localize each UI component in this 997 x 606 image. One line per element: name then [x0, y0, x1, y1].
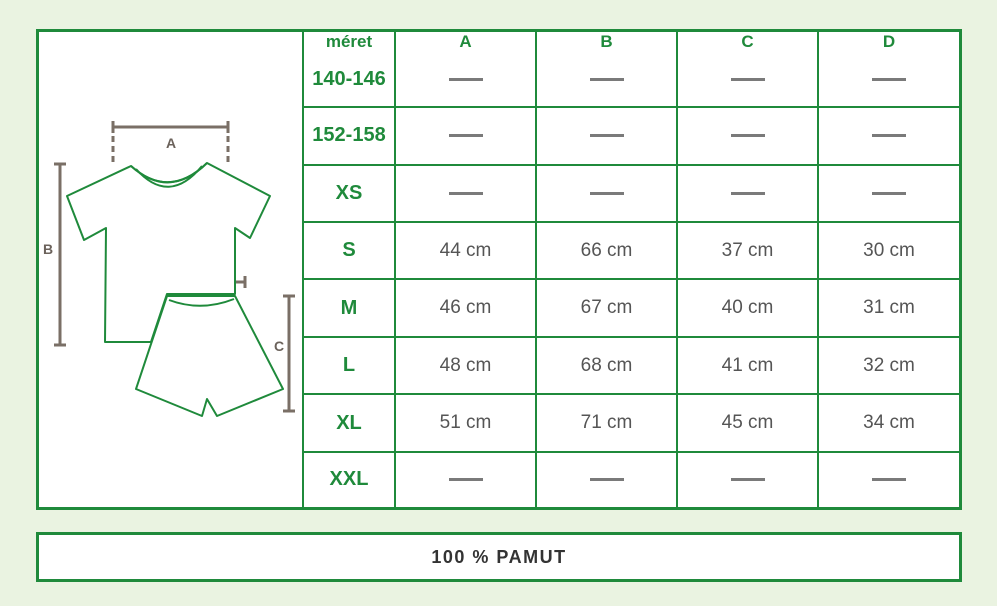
size-chart-card	[36, 29, 962, 510]
measurement-cell	[536, 52, 677, 107]
no-value-dash	[590, 478, 624, 481]
no-value-dash	[449, 478, 483, 481]
no-value-dash	[590, 134, 624, 137]
no-value-dash	[731, 134, 765, 137]
no-value-dash	[731, 478, 765, 481]
measurement-cell: 48 cm	[395, 337, 536, 394]
table-row	[304, 222, 959, 279]
no-value-dash	[449, 192, 483, 195]
measurement-cell	[677, 52, 818, 107]
size-label: XS	[304, 165, 395, 222]
measurement-cell	[536, 165, 677, 222]
no-value-dash	[872, 134, 906, 137]
size-label: XXL	[304, 452, 395, 507]
label-b: B	[42, 241, 54, 257]
size-label: 140-146	[304, 52, 395, 107]
header-a: A	[395, 32, 536, 52]
header-c: C	[677, 32, 818, 52]
measurement-cell: 67 cm	[536, 279, 677, 336]
measurement-cell	[818, 165, 959, 222]
measurement-cell	[536, 452, 677, 507]
measurement-cell: 68 cm	[536, 337, 677, 394]
measurement-cell: 66 cm	[536, 222, 677, 279]
header-b: B	[536, 32, 677, 52]
measurement-cell	[818, 107, 959, 164]
size-label: M	[304, 279, 395, 336]
no-value-dash	[731, 78, 765, 81]
measurement-cell: 40 cm	[677, 279, 818, 336]
no-value-dash	[731, 192, 765, 195]
measurement-cell	[818, 52, 959, 107]
garment-illustration	[39, 32, 304, 507]
size-label: S	[304, 222, 395, 279]
table-row	[304, 337, 959, 394]
table-row	[304, 452, 959, 507]
table-row	[304, 165, 959, 222]
measurement-cell	[395, 452, 536, 507]
table-row	[304, 107, 959, 164]
no-value-dash	[872, 78, 906, 81]
measurement-cell: 37 cm	[677, 222, 818, 279]
measurement-cell: 32 cm	[818, 337, 959, 394]
measurement-cell: 46 cm	[395, 279, 536, 336]
measurement-cell	[536, 107, 677, 164]
no-value-dash	[872, 192, 906, 195]
measurement-cell	[395, 165, 536, 222]
no-value-dash	[449, 78, 483, 81]
material-label: 100 % PAMUT	[36, 532, 962, 582]
measurement-cell: 44 cm	[395, 222, 536, 279]
measurement-cell: 71 cm	[536, 394, 677, 451]
header-meret: méret	[304, 32, 395, 52]
measurement-cell	[818, 452, 959, 507]
measurement-cell: 31 cm	[818, 279, 959, 336]
no-value-dash	[872, 478, 906, 481]
label-c: C	[273, 338, 285, 354]
measurement-cell	[677, 165, 818, 222]
pajama-diagram	[39, 32, 302, 507]
size-label: 152-158	[304, 107, 395, 164]
measurement-cell: 30 cm	[818, 222, 959, 279]
size-table	[304, 32, 959, 507]
measurement-cell	[677, 107, 818, 164]
measurement-cell: 34 cm	[818, 394, 959, 451]
header-d: D	[818, 32, 959, 52]
measurement-cell: 41 cm	[677, 337, 818, 394]
measurement-cell	[395, 107, 536, 164]
size-label: L	[304, 337, 395, 394]
no-value-dash	[590, 192, 624, 195]
table-row	[304, 52, 959, 107]
measurement-cell	[395, 52, 536, 107]
header-row	[304, 32, 959, 52]
table-row	[304, 394, 959, 451]
label-a: A	[165, 135, 177, 151]
table-row	[304, 279, 959, 336]
size-label: XL	[304, 394, 395, 451]
measurement-cell: 51 cm	[395, 394, 536, 451]
no-value-dash	[590, 78, 624, 81]
measurement-cell: 45 cm	[677, 394, 818, 451]
no-value-dash	[449, 134, 483, 137]
measurement-cell	[677, 452, 818, 507]
